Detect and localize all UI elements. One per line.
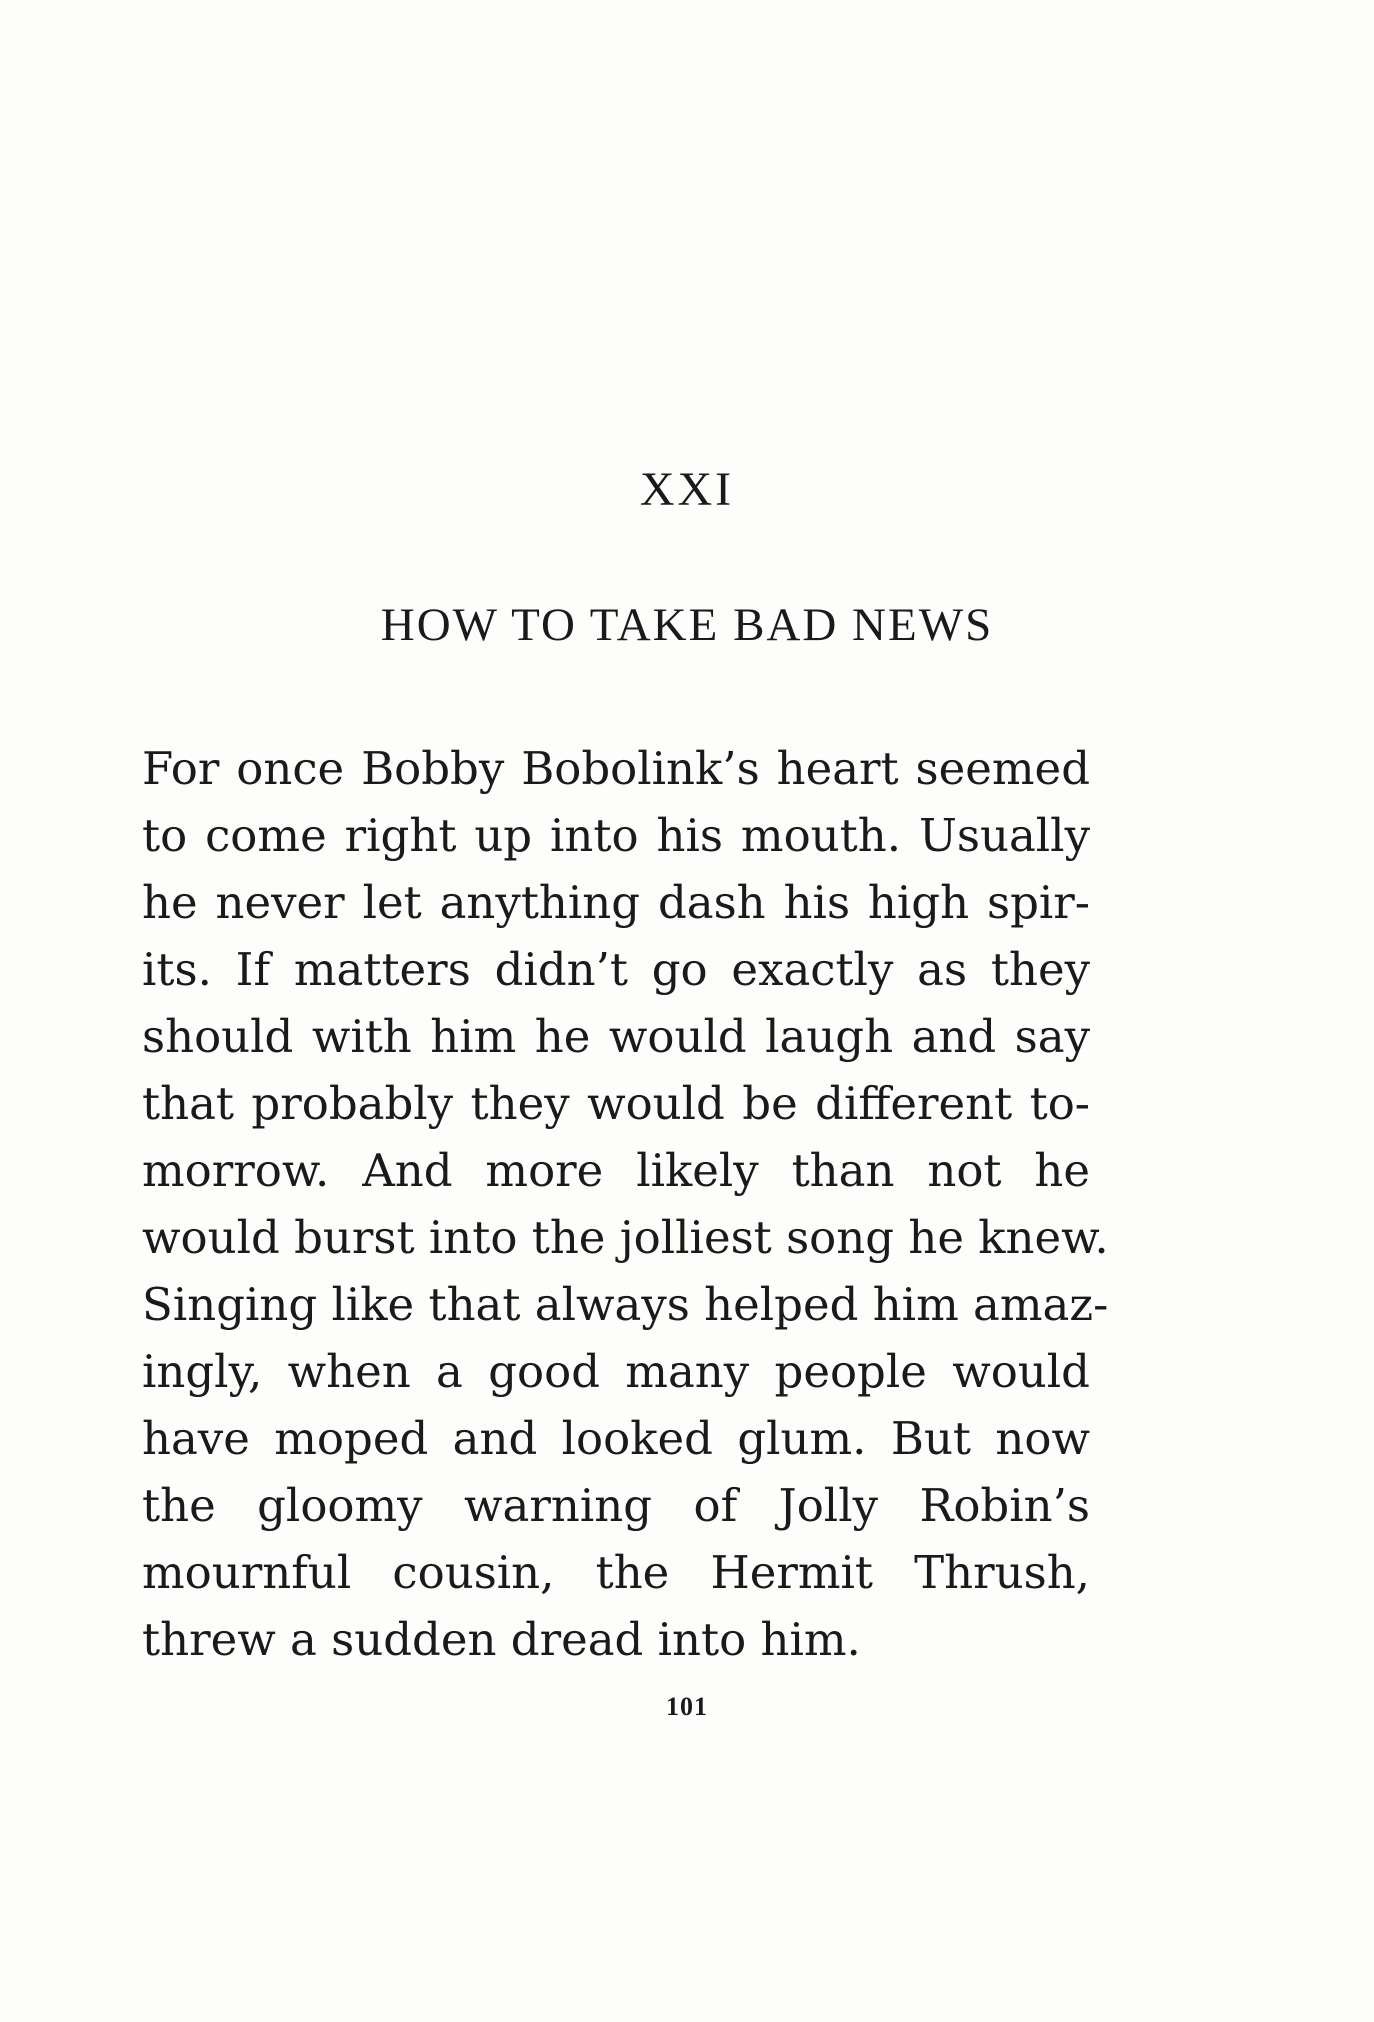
- chapter-body: [142, 735, 1109, 1673]
- body-line: mournful cousin, the Hermit Thrush,: [142, 1546, 1090, 1599]
- body-line: should with him he would laugh and say: [142, 1010, 1090, 1063]
- body-line: to come right up into his mouth. Usually: [142, 809, 1090, 862]
- body-line: he never let anything dash his high spir-: [142, 876, 1090, 929]
- chapter-title: HOW TO TAKE BAD NEWS: [380, 599, 994, 651]
- page-number: 101: [666, 1692, 708, 1721]
- body-line: its. If matters didn’t go exactly as they: [142, 943, 1090, 996]
- chapter-number: XXI: [639, 463, 735, 516]
- body-line: ingly, when a good many people would: [142, 1345, 1090, 1398]
- body-line: would burst into the jolliest song he knew.: [142, 1211, 1109, 1264]
- body-line: threw a sudden dread into him.: [142, 1613, 861, 1666]
- body-line: For once Bobby Bobolink’s heart seemed: [142, 742, 1090, 795]
- body-line: morrow. And more likely than not he: [142, 1144, 1090, 1197]
- body-line: have moped and looked glum. But now: [142, 1412, 1090, 1465]
- body-line: Singing like that always helped him amaz-: [142, 1278, 1109, 1331]
- body-line: that probably they would be different to-: [142, 1077, 1090, 1130]
- body-line: the gloomy warning of Jolly Robin’s: [142, 1479, 1090, 1532]
